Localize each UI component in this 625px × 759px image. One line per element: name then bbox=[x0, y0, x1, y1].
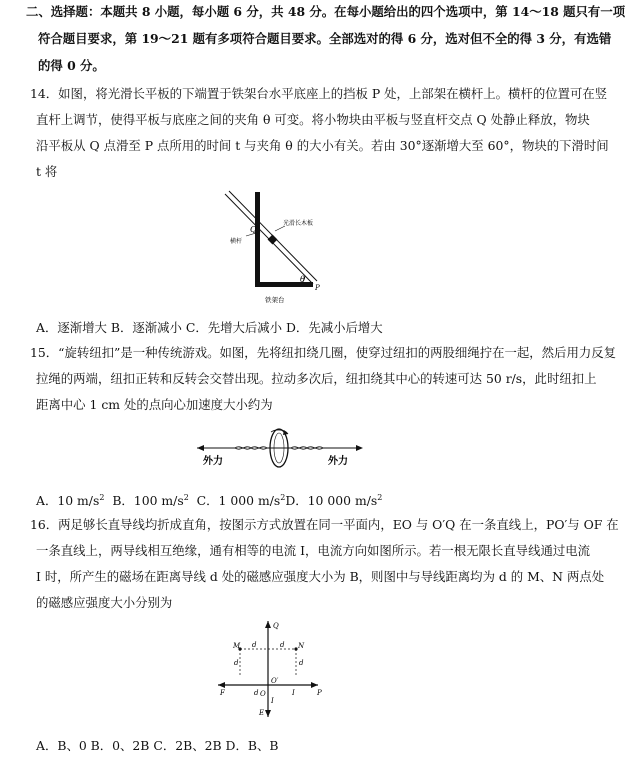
block bbox=[268, 235, 278, 245]
q14-text-line-4: t 将 bbox=[36, 164, 58, 179]
right-force-label: 外力 bbox=[328, 456, 348, 467]
q16-wire-figure bbox=[210, 617, 334, 727]
label-theta: θ bbox=[300, 275, 305, 284]
arrow-up-q bbox=[265, 621, 271, 628]
label-e: E bbox=[259, 709, 265, 717]
q15-text-line-1: 15．“旋转纽扣”是一种传统游戏。如图，先将纽扣绕几圈，使穿过纽扣的两股细绳拧在一起，然后用力反复 bbox=[30, 345, 617, 360]
section-instruction-line-1: 二、选择题：本题共 8 小题，每小题 6 分，共 48 分。在每小题给出的四个选项中，第 14～18 题只有一项 bbox=[26, 4, 625, 19]
q16-options: A．B、0 B．0、2B C．2B、2B D．B、B bbox=[36, 738, 279, 753]
label-p: P bbox=[317, 689, 322, 697]
label-o: O bbox=[260, 690, 266, 698]
left-arrow-head bbox=[197, 445, 204, 451]
label-d-bottom: d bbox=[254, 689, 259, 697]
arrow-down-e bbox=[265, 710, 271, 717]
label-crossbar: 横杆 bbox=[230, 238, 243, 245]
q15-options: A．10 $m/s^2$ B．100 $m/s^2$ C．1 000 $m/s^2D$．10 000 $m/s^2$ bbox=[36, 493, 383, 509]
label-f: F bbox=[220, 689, 225, 697]
label-o-prime: O′ bbox=[271, 677, 279, 685]
label-d-right-side: d bbox=[299, 659, 304, 667]
q16-text-line-3: I 时，所产生的磁场在距离导线 d 处的磁感应强度大小为 B，则图中与导线距离均为 d 的 M、N 两点处 bbox=[36, 569, 605, 584]
q15-option-a: A．10 m/s bbox=[36, 493, 100, 509]
q14-text-line-3: 沿平板从 Q 点滑至 P 点所用的时间 t 与夹角 θ 的大小有关。若由 30°逐渐增大至 60°，物块的下滑时间 bbox=[36, 138, 609, 153]
q15-text-line-2: 拉绳的两端，纽扣正转和反转会交替出现。拉动多次后，纽扣绕其中心的转速可达 50 r/s，此时纽扣上 bbox=[36, 371, 597, 386]
label-n: N bbox=[298, 642, 305, 650]
label-m: M bbox=[233, 642, 241, 650]
q15-option-c: C．1 000 m/s bbox=[196, 493, 281, 509]
label-p: P bbox=[315, 284, 320, 292]
q15-option-d: D．10 000 m/s bbox=[285, 493, 378, 509]
label-q: Q bbox=[250, 225, 257, 234]
q16-text-line-2: 一条直线上，两导线相互绝缘，通有相等的电流 I，电流方向如图所示。若一根无限长直导线通过电流 bbox=[36, 543, 591, 558]
label-d-right-top: d bbox=[280, 641, 285, 649]
q14-options: A．逐渐增大 B．逐渐减小 C．先增大后减小 D．先减小后增大 bbox=[36, 320, 383, 335]
label-i-horizontal: I bbox=[292, 689, 295, 697]
label-i-vertical: I bbox=[271, 697, 274, 705]
right-arrow-head bbox=[356, 445, 363, 451]
arrow-right-p bbox=[311, 682, 318, 688]
q15-option-b: B．100 m/s bbox=[112, 493, 184, 509]
section-instruction-line-2: 符合题目要求，第 19～21 题有多项符合题目要求。全部选对的得 6 分，选对但不全的得 3 分，有选错 bbox=[38, 31, 612, 46]
q15-text-line-3: 距离中心 1 cm 处的点向心加速度大小约为 bbox=[36, 397, 273, 412]
vertical-rod bbox=[255, 192, 260, 284]
label-stand: 铁架台 bbox=[265, 296, 285, 304]
label-board: 光滑长木板 bbox=[283, 220, 314, 227]
arrow-left-f bbox=[218, 682, 225, 688]
q14-text-line-1: 14．如图，将光滑长平板的下端置于铁架台水平底座上的挡板 P 处，上部架在横杆上。横杆的位置可在竖 bbox=[30, 86, 608, 101]
label-d-left-side: d bbox=[234, 659, 239, 667]
section-instruction-line-3: 的得 0 分。 bbox=[38, 58, 105, 73]
left-twisted-string bbox=[235, 447, 267, 449]
q16-text-line-4: 的磁感应强度大小分别为 bbox=[36, 595, 173, 610]
q14-incline-figure bbox=[205, 186, 335, 308]
q15-button-figure bbox=[195, 424, 365, 472]
q16-text-line-1: 16．两足够长直导线均折成直角，按图示方式放置在同一平面内，EO 与 O′Q 在一条直线上，PO′与 OF 在 bbox=[30, 517, 619, 532]
label-d-left-top: d bbox=[252, 641, 257, 649]
q14-text-line-2: 直杆上调节，使得平板与底座之间的夹角 θ 可变。将小物块由平板与竖直杆交点 Q 处静止释放，物块 bbox=[36, 112, 590, 127]
label-q: Q bbox=[273, 622, 279, 630]
left-force-label: 外力 bbox=[203, 456, 223, 467]
right-twisted-string bbox=[291, 447, 323, 449]
